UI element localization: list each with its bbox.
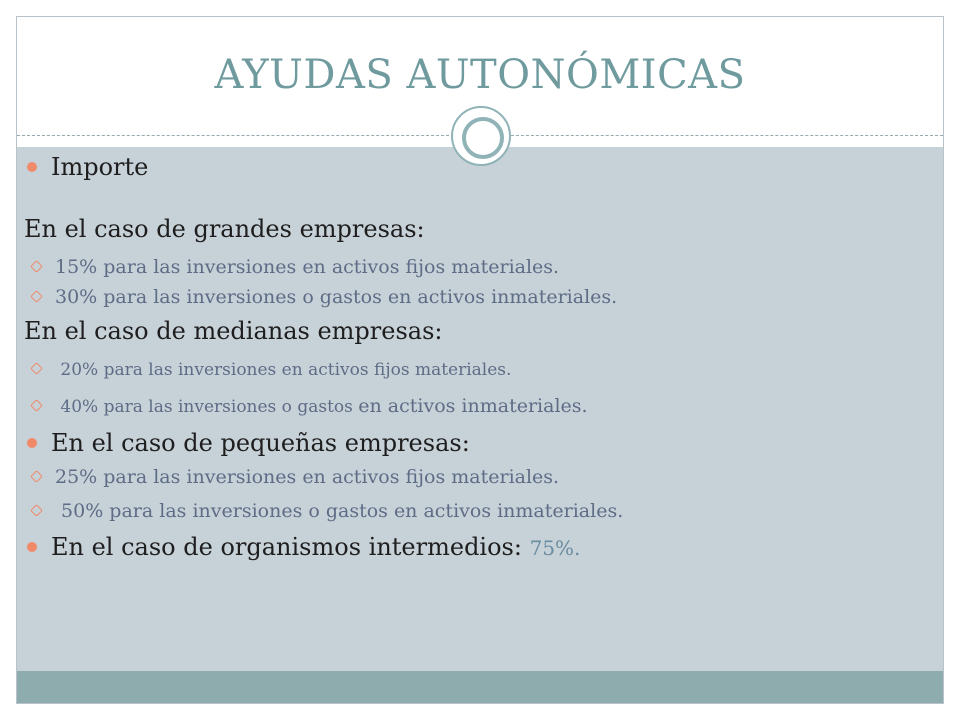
- slide-content: [24, 150, 904, 565]
- sub-item: [24, 496, 904, 526]
- heading-medianas-empresas: [24, 314, 904, 348]
- sub-item: [24, 282, 904, 312]
- sub-item: [24, 252, 904, 282]
- item-text: 40% para las inversiones o gastos: [55, 397, 359, 417]
- item-text: 15% para las inversiones en activos fijos materiales.: [55, 256, 560, 278]
- diamond-bullet-icon: [30, 290, 43, 303]
- item-text: Importe: [51, 153, 149, 181]
- footer-bar: [17, 671, 943, 703]
- item-text: 30% para las inversiones o gastos en activos inmateriales.: [55, 286, 618, 308]
- item-text: En el caso de pequeñas empresas:: [51, 429, 470, 457]
- diamond-bullet-icon: [30, 470, 43, 483]
- item-text: 20% para las inversiones en activos fijos materiales.: [55, 360, 512, 380]
- bullet-dot-icon: [27, 542, 37, 552]
- sub-item: [24, 462, 904, 492]
- item-text: 50% para las inversiones o gastos en activos inmateriales.: [55, 500, 624, 522]
- diamond-bullet-icon: [30, 399, 43, 412]
- item-text: En el caso de organismos intermedios:: [51, 533, 530, 561]
- heading-grandes-empresas: [24, 212, 904, 246]
- bullet-item-organismos-intermedios: [24, 530, 904, 565]
- sub-item: [24, 354, 904, 385]
- bullet-item-pequenas-empresas: [24, 426, 904, 460]
- item-text: En el caso de grandes empresas:: [24, 215, 425, 243]
- item-text: 25% para las inversiones en activos fijos materiales.: [55, 466, 560, 488]
- item-text-tail: en activos inmateriales.: [358, 395, 588, 417]
- percentage-value: 75%.: [529, 536, 581, 560]
- diamond-bullet-icon: [30, 362, 43, 375]
- diamond-bullet-icon: [30, 260, 43, 273]
- sub-item: [24, 391, 904, 422]
- bullet-dot-icon: [27, 162, 37, 172]
- diamond-bullet-icon: [30, 504, 43, 517]
- slide-title: AYUDAS AUTONÓMICAS: [214, 52, 746, 98]
- bullet-dot-icon: [27, 438, 37, 448]
- bullet-item-importe: [24, 150, 904, 184]
- item-text: En el caso de medianas empresas:: [24, 317, 443, 345]
